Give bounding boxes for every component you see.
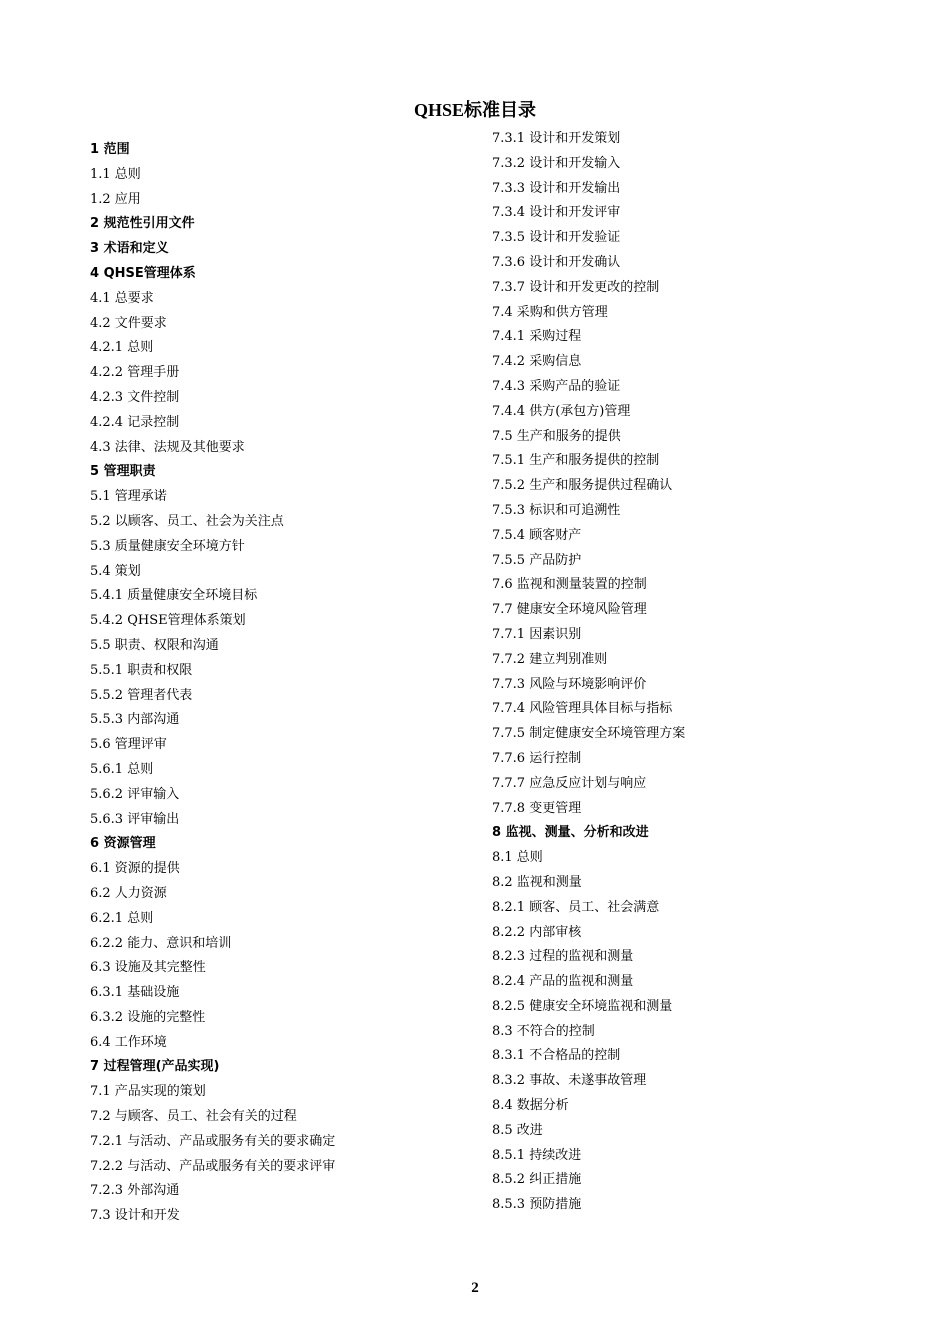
toc-entry: 8.2.1 顾客、员工、社会满意 xyxy=(492,899,660,915)
toc-entry: 5.5.3 内部沟通 xyxy=(90,712,180,728)
toc-entry: 1 范围 xyxy=(90,142,130,157)
toc-entry: 7.5.2 生产和服务提供过程确认 xyxy=(492,478,673,494)
toc-entry: 5.6 管理评审 xyxy=(90,737,167,753)
toc-entry: 8.2.2 内部审核 xyxy=(492,924,582,940)
toc-entry: 7.7.8 变更管理 xyxy=(492,800,582,816)
toc-entry: 8.2.5 健康安全环境监视和测量 xyxy=(492,998,673,1014)
toc-entry: 5.2 以顾客、员工、社会为关注点 xyxy=(90,513,284,529)
toc-entry: 5.3 质量健康安全环境方针 xyxy=(90,538,245,554)
toc-entry: 6.3.1 基础设施 xyxy=(90,985,180,1001)
toc-entry: 3 术语和定义 xyxy=(90,241,169,257)
toc-entry: 7.3.5 设计和开发验证 xyxy=(492,230,621,246)
toc-entry: 7.5.1 生产和服务提供的控制 xyxy=(492,453,660,469)
toc-entry: 8.5.1 持续改进 xyxy=(492,1147,582,1163)
toc-entry: 6.2.2 能力、意识和培训 xyxy=(90,935,232,951)
toc-entry: 2 规范性引用文件 xyxy=(90,216,195,232)
toc-entry: 7.2.1 与活动、产品或服务有关的要求确定 xyxy=(90,1133,336,1149)
toc-entry: 6.2.1 总则 xyxy=(90,910,154,926)
toc-entry: 6 资源管理 xyxy=(90,836,156,852)
toc-entry: 7.5.4 顾客财产 xyxy=(492,527,582,543)
toc-entry: 5.6.1 总则 xyxy=(90,761,154,777)
toc-entry: 6.4 工作环境 xyxy=(90,1034,167,1050)
toc-entry: 7.3.6 设计和开发确认 xyxy=(492,254,621,270)
toc-entry: 8.3.2 事故、未遂事故管理 xyxy=(492,1073,647,1089)
toc-entry: 6.2 人力资源 xyxy=(90,885,167,901)
toc-entry: 7.7 健康安全环境风险管理 xyxy=(492,602,647,618)
toc-entry: 7.2.3 外部沟通 xyxy=(90,1183,180,1199)
toc-entry: 5.4.2 QHSE管理体系策划 xyxy=(90,613,246,629)
toc-entry: 7 过程管理(产品实现) xyxy=(90,1059,220,1075)
toc-entry: 8.4 数据分析 xyxy=(492,1098,569,1114)
toc-entry: 7.5.3 标识和可追溯性 xyxy=(492,502,621,518)
toc-entry: 7.7.1 因素识别 xyxy=(492,626,582,642)
toc-entry: 7.3 设计和开发 xyxy=(90,1208,180,1224)
toc-entry: 8.5.2 纠正措施 xyxy=(492,1172,582,1188)
toc-entry: 5.5 职责、权限和沟通 xyxy=(90,637,219,653)
toc-entry: 7.6 监视和测量装置的控制 xyxy=(492,577,647,593)
toc-entry: 4 QHSE管理体系 xyxy=(90,265,196,281)
toc-entry: 7.7.5 制定健康安全环境管理方案 xyxy=(492,726,686,742)
toc-entry: 6.1 资源的提供 xyxy=(90,861,180,877)
toc-entry: 7.4.3 采购产品的验证 xyxy=(492,378,621,394)
toc-entry: 7.7.6 运行控制 xyxy=(492,750,582,766)
toc-entry: 5.5.2 管理者代表 xyxy=(90,687,193,703)
toc-entry: 5.6.3 评审输出 xyxy=(90,811,180,827)
toc-entry: 7.2.2 与活动、产品或服务有关的要求评审 xyxy=(90,1158,336,1174)
toc-entry: 8.5.3 预防措施 xyxy=(492,1197,582,1213)
toc-entry: 4.2.2 管理手册 xyxy=(90,365,180,381)
toc-entry: 5.1 管理承诺 xyxy=(90,489,167,505)
toc-entry: 4.3 法律、法规及其他要求 xyxy=(90,439,245,455)
toc-entry: 4.2.4 记录控制 xyxy=(90,414,180,430)
toc-entry: 5.6.2 评审输入 xyxy=(90,786,180,802)
toc-entry: 7.7.3 风险与环境影响评价 xyxy=(492,676,647,692)
toc-entry: 8.3.1 不合格品的控制 xyxy=(492,1048,621,1064)
toc-entry: 8.2 监视和测量 xyxy=(492,874,582,890)
toc-entry: 7.3.7 设计和开发更改的控制 xyxy=(492,279,660,295)
toc-entry: 6.3 设施及其完整性 xyxy=(90,960,206,976)
toc-entry: 7.1 产品实现的策划 xyxy=(90,1084,206,1100)
toc-entry: 7.3.3 设计和开发输出 xyxy=(492,180,621,196)
toc-entry: 5.4.1 质量健康安全环境目标 xyxy=(90,588,258,604)
toc-entry: 7.5.5 产品防护 xyxy=(492,552,582,568)
toc-entry: 7.7.2 建立判别准则 xyxy=(492,651,608,667)
toc-entry: 4.2.1 总则 xyxy=(90,340,154,356)
page-number: 2 xyxy=(471,1280,479,1296)
toc-entry: 7.2 与顾客、员工、社会有关的过程 xyxy=(90,1109,297,1125)
toc-entry: 7.7.4 风险管理具体目标与指标 xyxy=(492,701,673,717)
toc-entry: 7.5 生产和服务的提供 xyxy=(492,428,621,444)
toc-entry: 5 管理职责 xyxy=(90,464,156,480)
toc-entry: 7.4 采购和供方管理 xyxy=(492,304,608,320)
toc-entry: 7.4.1 采购过程 xyxy=(492,329,582,345)
toc-entry: 7.7.7 应急反应计划与响应 xyxy=(492,775,647,791)
toc-entry: 8.1 总则 xyxy=(492,850,543,866)
toc-entry: 7.4.4 供方(承包方)管理 xyxy=(492,403,631,419)
toc-entry: 4.1 总要求 xyxy=(90,290,154,306)
toc-right-column xyxy=(492,127,685,1218)
toc-entry: 7.4.2 采购信息 xyxy=(492,354,582,370)
toc-entry: 7.3.4 设计和开发评审 xyxy=(492,205,621,221)
toc-entry: 8 监视、测量、分析和改进 xyxy=(492,825,649,841)
toc-entry: 1.2 应用 xyxy=(90,191,141,207)
toc-entry: 4.2.3 文件控制 xyxy=(90,389,180,405)
toc-entry: 7.3.2 设计和开发输入 xyxy=(492,155,621,171)
toc-entry: 4.2 文件要求 xyxy=(90,315,167,331)
toc-entry: 8.3 不符合的控制 xyxy=(492,1023,595,1039)
toc-entry: 5.5.1 职责和权限 xyxy=(90,662,193,678)
toc-entry: 5.4 策划 xyxy=(90,563,141,579)
toc-entry: 8.5 改进 xyxy=(492,1122,543,1138)
toc-entry: 7.3.1 设计和开发策划 xyxy=(492,131,621,146)
toc-entry: 8.2.4 产品的监视和测量 xyxy=(492,974,634,990)
toc-left-column xyxy=(90,138,335,1229)
toc-entry: 6.3.2 设施的完整性 xyxy=(90,1009,206,1025)
toc-entry: 1.1 总则 xyxy=(90,166,141,182)
toc-entry: 8.2.3 过程的监视和测量 xyxy=(492,949,634,965)
page-title: QHSE标准目录 xyxy=(413,100,537,120)
